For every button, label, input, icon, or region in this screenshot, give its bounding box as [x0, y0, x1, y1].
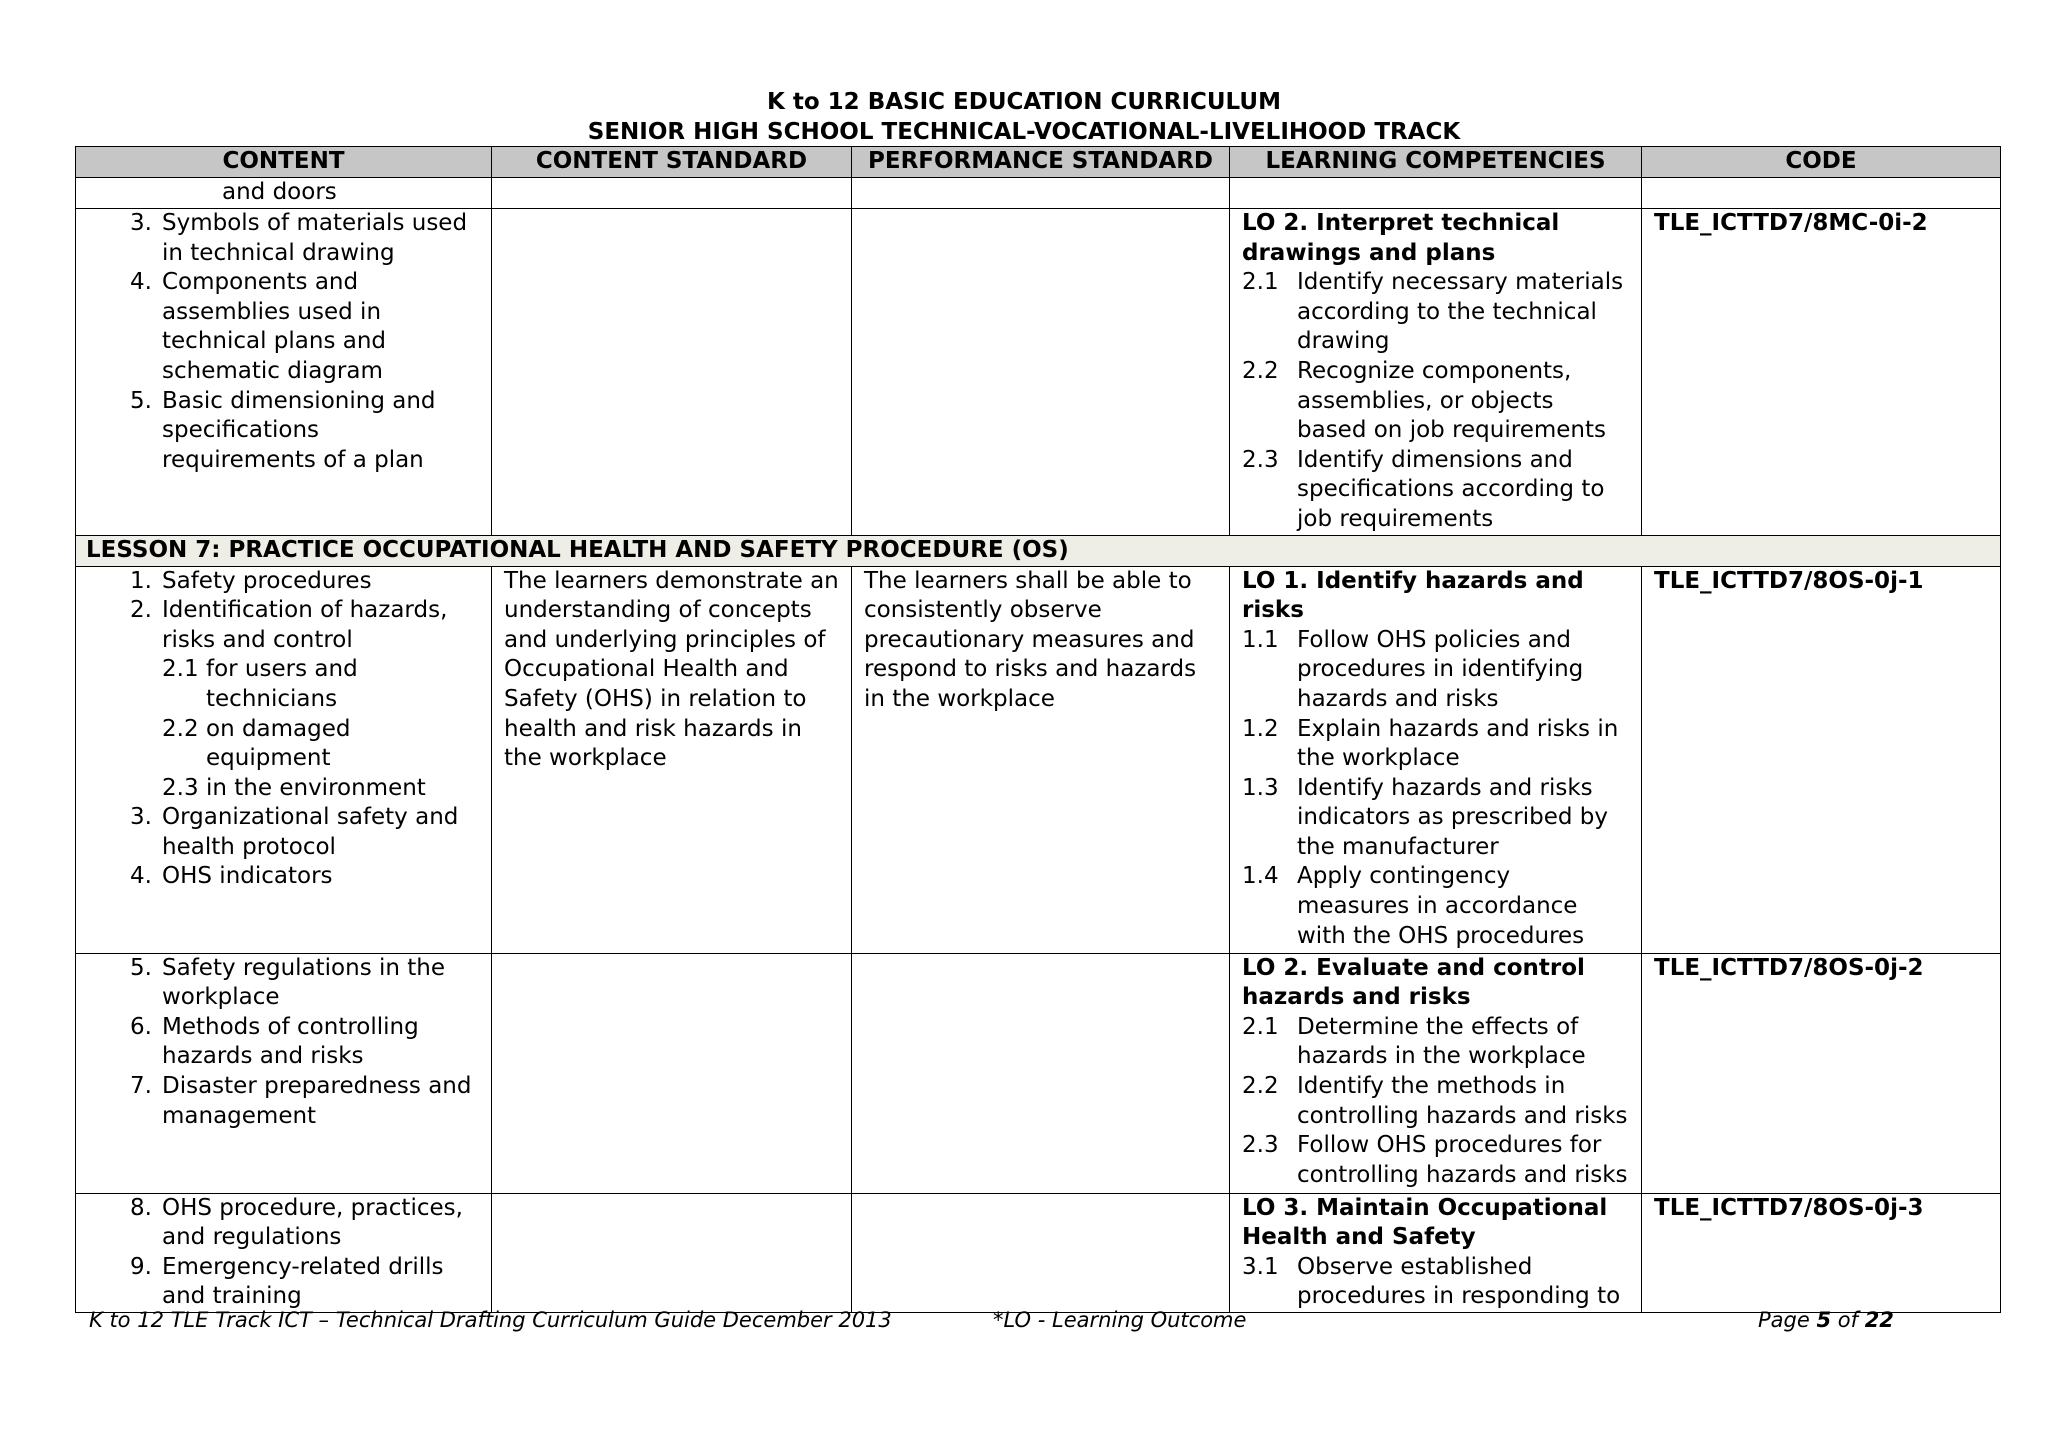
learning-outcome-heading: LO 2. Interpret technical drawings and plans	[1242, 210, 1560, 266]
item-number: 4.	[130, 269, 152, 296]
item-text: Observe established procedures in responding to	[1297, 1253, 1621, 1310]
code-cell	[1642, 953, 2001, 1193]
content-standard-cell	[492, 566, 852, 953]
item-text: Identify hazards and risks indicators as prescribed by the manufacturer	[1297, 774, 1608, 860]
competency-list	[1242, 1013, 1629, 1191]
column-header-learning-competencies: LEARNING COMPETENCIES	[1230, 147, 1642, 178]
list-item	[88, 954, 479, 1013]
item-number: 9.	[130, 1253, 152, 1280]
item-text: Identification of hazards, risks and control	[162, 597, 448, 653]
list-item	[1242, 715, 1629, 774]
curriculum-table	[75, 146, 2001, 1313]
table-row	[76, 178, 2001, 209]
content-cell	[76, 953, 492, 1193]
item-text: OHS indicators	[162, 863, 333, 890]
table-row	[76, 1193, 2001, 1312]
content-standard-text: The learners demonstrate an understanding of concepts and underlying principles of Occupational Health and Safety (OHS) in relation to health and risk hazards in the workplace	[504, 567, 839, 772]
item-text: Follow OHS procedures for controlling hazards and risks	[1297, 1132, 1628, 1188]
list-item	[1242, 862, 1629, 951]
learning-outcome-heading: LO 3. Maintain Occupational Health and Safety	[1242, 1194, 1608, 1251]
list-item	[88, 387, 479, 476]
document-title: K to 12 BASIC EDUCATION CURRICULUM	[767, 89, 1281, 115]
content-cell	[76, 1193, 492, 1312]
learning-outcome-heading: LO 2. Evaluate and control hazards and risks	[1242, 954, 1585, 1011]
item-number: 2.2	[1242, 357, 1279, 384]
list-item	[1242, 1131, 1629, 1190]
content-cell	[76, 566, 492, 953]
content-standard-cell	[492, 209, 852, 536]
item-text: for users and technicians	[206, 656, 358, 712]
item-text: OHS procedure, practices, and regulations	[162, 1194, 463, 1251]
item-number: 4.	[130, 863, 152, 890]
list-item	[88, 803, 479, 862]
item-number: 1.4	[1242, 863, 1279, 890]
content-standard-cell	[492, 953, 852, 1193]
table-row	[76, 953, 2001, 1193]
list-item	[88, 567, 479, 597]
competency-code: TLE_ICTTD7/8OS-0j-2	[1654, 954, 1924, 981]
content-list	[88, 209, 479, 475]
item-text: Recognize components, assemblies, or objects based on job requirements	[1297, 357, 1606, 444]
item-number: 1.2	[1242, 715, 1279, 742]
footer-document-title: K to 12 TLE Track ICT – Technical Drafting Curriculum Guide December 2013	[89, 1308, 892, 1332]
item-number: 2.	[130, 597, 152, 624]
column-header-content: CONTENT	[76, 147, 492, 178]
list-item	[88, 1013, 479, 1072]
list-item	[88, 209, 479, 268]
competency-list	[1242, 1253, 1629, 1312]
lesson-heading-row	[76, 535, 2001, 566]
list-item	[88, 1253, 479, 1312]
performance-standard-cell	[852, 566, 1230, 953]
list-item	[1242, 774, 1629, 863]
page-current: 5	[1816, 1308, 1832, 1332]
content-subitem	[88, 715, 479, 774]
item-text: Explain hazards and risks in the workplace	[1297, 715, 1619, 772]
item-text: Safety regulations in the workplace	[162, 954, 446, 1011]
content-subitem	[88, 774, 479, 804]
competencies-cell	[1230, 209, 1642, 536]
item-text: Identify the methods in controlling hazards and risks	[1297, 1072, 1628, 1129]
content-standard-cell	[492, 1193, 852, 1312]
item-number: 1.1	[1242, 626, 1279, 653]
competency-list	[1242, 268, 1629, 534]
column-header-content-standard: CONTENT STANDARD	[492, 147, 852, 178]
performance-standard-cell	[852, 1193, 1230, 1312]
column-header-code: CODE	[1642, 147, 2001, 178]
page-of: of	[1831, 1308, 1865, 1332]
competencies-cell	[1230, 566, 1642, 953]
competencies-cell	[1230, 1193, 1642, 1312]
item-text: Identify dimensions and specifications according to job requirements	[1297, 446, 1605, 532]
list-item	[1242, 357, 1629, 446]
list-item	[1242, 1013, 1629, 1072]
item-number: 2.1	[1242, 1013, 1279, 1040]
code-cell	[1642, 1193, 2001, 1312]
list-item	[1242, 1253, 1629, 1312]
item-number: 6.	[130, 1013, 152, 1040]
list-item	[88, 596, 479, 655]
item-number: 2.2	[1242, 1072, 1279, 1099]
item-text: Identify necessary materials according to the technical drawing	[1297, 269, 1624, 355]
item-number: 8.	[130, 1194, 152, 1221]
table-row	[76, 209, 2001, 536]
content-sublist	[88, 655, 479, 803]
lesson-title: LESSON 7: PRACTICE OCCUPATIONAL HEALTH AND SAFETY PROCEDURE (OS)	[76, 535, 2001, 566]
list-item	[88, 1194, 479, 1253]
code-cell	[1642, 209, 2001, 536]
item-text: Determine the effects of hazards in the workplace	[1297, 1013, 1586, 1070]
content-list	[88, 567, 479, 656]
column-header-performance-standard: PERFORMANCE STANDARD	[852, 147, 1230, 178]
list-item	[88, 1072, 479, 1131]
table-row	[76, 566, 2001, 953]
performance-standard-text: The learners shall be able to consistently observe precautionary measures and respond to risks and hazards in the workplace	[864, 567, 1197, 712]
item-number: 3.	[130, 210, 152, 236]
item-number: 3.	[130, 804, 152, 831]
footer-page-number	[1758, 1308, 1894, 1332]
code-cell	[1642, 566, 2001, 953]
item-number: 7.	[130, 1072, 152, 1099]
learning-outcome-heading: LO 1. Identify hazards and risks	[1242, 567, 1584, 624]
document-subtitle: SENIOR HIGH SCHOOL TECHNICAL-VOCATIONAL-LIVELIHOOD TRACK	[587, 119, 1461, 145]
content-list	[88, 1194, 479, 1312]
performance-standard-cell	[852, 209, 1230, 536]
item-text: Organizational safety and health protocol	[162, 804, 459, 860]
competency-code: TLE_ICTTD7/8OS-0j-3	[1654, 1194, 1924, 1221]
list-item	[1242, 268, 1629, 357]
competency-list	[1242, 626, 1629, 952]
page-total: 22	[1864, 1308, 1894, 1332]
item-text: Methods of controlling hazards and risks	[162, 1013, 419, 1070]
content-list	[88, 954, 479, 1132]
item-text: Follow OHS policies and procedures in identifying hazards and risks	[1297, 626, 1584, 712]
item-text: Basic dimensioning and specifications requirements of a plan	[162, 387, 436, 473]
item-number: 2.3	[162, 774, 199, 801]
list-item	[88, 268, 479, 386]
content-cell	[76, 209, 492, 536]
item-text: in the environment	[206, 774, 426, 801]
item-number: 2.1	[162, 656, 199, 683]
list-item	[1242, 446, 1629, 535]
item-number: 2.3	[1242, 1132, 1279, 1159]
item-number: 5.	[130, 387, 152, 414]
item-text: Safety procedures	[162, 567, 372, 594]
item-number: 2.3	[1242, 446, 1279, 473]
list-item	[1242, 1072, 1629, 1131]
performance-standard-cell	[852, 953, 1230, 1193]
item-number: 2.2	[162, 715, 199, 742]
item-text: Components and assemblies used in technical plans and schematic diagram	[162, 269, 387, 384]
item-text: Apply contingency measures in accordance with the OHS procedures	[1297, 863, 1585, 949]
content-cell	[76, 178, 492, 209]
table-header-row	[76, 147, 2001, 178]
item-text: on damaged equipment	[206, 715, 351, 772]
competency-code: TLE_ICTTD7/8MC-0i-2	[1654, 210, 1928, 236]
item-number: 3.1	[1242, 1253, 1279, 1280]
content-subitem	[88, 655, 479, 714]
item-text: Disaster preparedness and management	[162, 1072, 472, 1129]
item-number: 2.1	[1242, 269, 1279, 296]
competencies-cell	[1230, 953, 1642, 1193]
content-list	[88, 803, 479, 892]
list-item	[1242, 626, 1629, 715]
item-number: 1.	[130, 567, 152, 594]
item-number: 1.3	[1242, 774, 1279, 801]
competency-code: TLE_ICTTD7/8OS-0j-1	[1654, 567, 1924, 594]
item-number: 5.	[130, 954, 152, 981]
item-text: Emergency-related drills and training	[162, 1253, 444, 1310]
item-text: Symbols of materials used in technical drawing	[162, 210, 468, 266]
page-prefix: Page	[1758, 1308, 1817, 1332]
list-item	[88, 862, 479, 892]
footer-legend: *LO - Learning Outcome	[993, 1308, 1247, 1332]
continuation-text: and doors	[222, 179, 337, 205]
